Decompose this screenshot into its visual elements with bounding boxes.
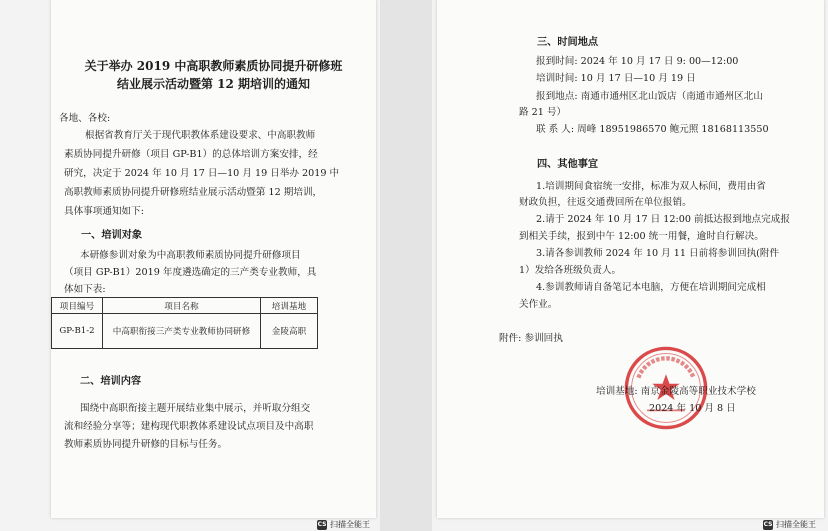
signer-line: 培训基地: 南京金陵高等职业技术学校 — [596, 386, 756, 397]
signing-date: 2024 年 10 月 8 日 — [649, 403, 736, 414]
section2-heading: 二、培训内容 — [80, 375, 142, 387]
table-cell: GP-B1-2 — [52, 314, 103, 349]
contact-line: 联 系 人: 周峰 18951986570 鲍元照 18168113550 — [536, 124, 769, 135]
camscanner-logo-icon: CS — [763, 520, 773, 528]
section2-line: 流和经验分享等；建构现代职教体系建设试点项目及中高职 — [64, 421, 314, 432]
intro-line: 素质协同提升研修（项目 GP-B1）的总体培训方案安排，经 — [64, 149, 318, 160]
intro-line: 根据省教育厅关于现代职教体系建设要求、中高职教师 — [85, 130, 316, 141]
table-header-cell: 项目编号 — [52, 298, 103, 314]
report-place-line1: 报到地点: 南通市通州区北山饭店（南通市通州区北山 — [536, 91, 763, 102]
training-time: 培训时间: 10 月 17 日—10 月 19 日 — [536, 73, 696, 84]
table-header-row — [52, 298, 318, 314]
intro-line: 高职教师素质协同提升研修班结业展示活动暨第 12 期培训， — [64, 187, 323, 198]
section1-line: 体如下表: — [64, 284, 106, 295]
salutation: 各地、各校: — [59, 113, 111, 124]
other-item-line: 关作业。 — [519, 299, 558, 310]
project-table — [51, 297, 318, 349]
table-row — [52, 314, 318, 349]
scanner-app-label: 扫描全能王 — [776, 520, 816, 529]
document-page-right — [437, 0, 824, 518]
report-place-line2: 路 21 号） — [519, 107, 567, 118]
section1-heading: 一、培训对象 — [81, 229, 143, 241]
section2-line: 教师素质协同提升研修的目标与任务。 — [64, 439, 228, 450]
notice-title-line2: 结业展示活动暨第 12 期培训的通知 — [116, 77, 311, 91]
scanner-watermark-left — [317, 518, 370, 531]
other-item-line: 1）发给各班级负责人。 — [519, 265, 622, 276]
section1-line: 本研修参训对象为中高职教师素质协同提升研修项目 — [80, 250, 301, 261]
intro-line: 研究，决定于 2024 年 10 月 17 日—10 月 19 日举办 2019 中 — [64, 168, 340, 179]
other-item-line: 2.请于 2024 年 10 月 17 日 12:00 前抵达报到地点完成报 — [536, 214, 790, 225]
table-header-cell: 项目名称 — [103, 298, 261, 314]
table-cell: 金陵高职 — [261, 314, 318, 349]
intro-line: 具体事项通知如下: — [64, 206, 144, 217]
attachment-line: 附件: 参训回执 — [499, 333, 563, 344]
other-item-line: 到相关手续，报到中午 12:00 统一用餐，逾时自行解决。 — [519, 231, 764, 242]
notice-title-line1: 关于举办 2019 中高职教师素质协同提升研修班 — [84, 59, 343, 73]
section2-line: 围绕中高职衔接主题开展结业集中展示，并听取分组交 — [80, 403, 311, 414]
document-page-left — [51, 0, 376, 518]
scanner-watermark-right — [763, 518, 816, 531]
report-time: 报到时间: 2024 年 10 月 17 日 9: 00—12:00 — [536, 56, 739, 67]
section4-heading: 四、其他事宜 — [537, 158, 599, 170]
table-cell: 中高职衔接三产类专业教师协同研修 — [103, 314, 261, 349]
page-gap — [380, 0, 432, 531]
other-item-line: 1.培训期间食宿统一安排，标准为双人标间，费用由省 — [536, 181, 766, 192]
section3-heading: 三、时间地点 — [537, 36, 599, 48]
camscanner-logo-icon: CS — [317, 520, 327, 528]
section1-line: （项目 GP-B1）2019 年度遴选确定的三产类专业教师，具 — [64, 267, 317, 278]
other-item-line: 财政负担，往返交通费回所在单位报销。 — [519, 197, 692, 208]
table-header-cell: 培训基地 — [261, 298, 318, 314]
other-item-line: 4.参训教师请自备笔记本电脑，方便在培训期间完成相 — [536, 282, 766, 293]
scanner-app-label: 扫描全能王 — [330, 520, 370, 529]
other-item-line: 3.请各参训教师 2024 年 10 月 11 日前将参训回执(附件 — [536, 248, 780, 259]
